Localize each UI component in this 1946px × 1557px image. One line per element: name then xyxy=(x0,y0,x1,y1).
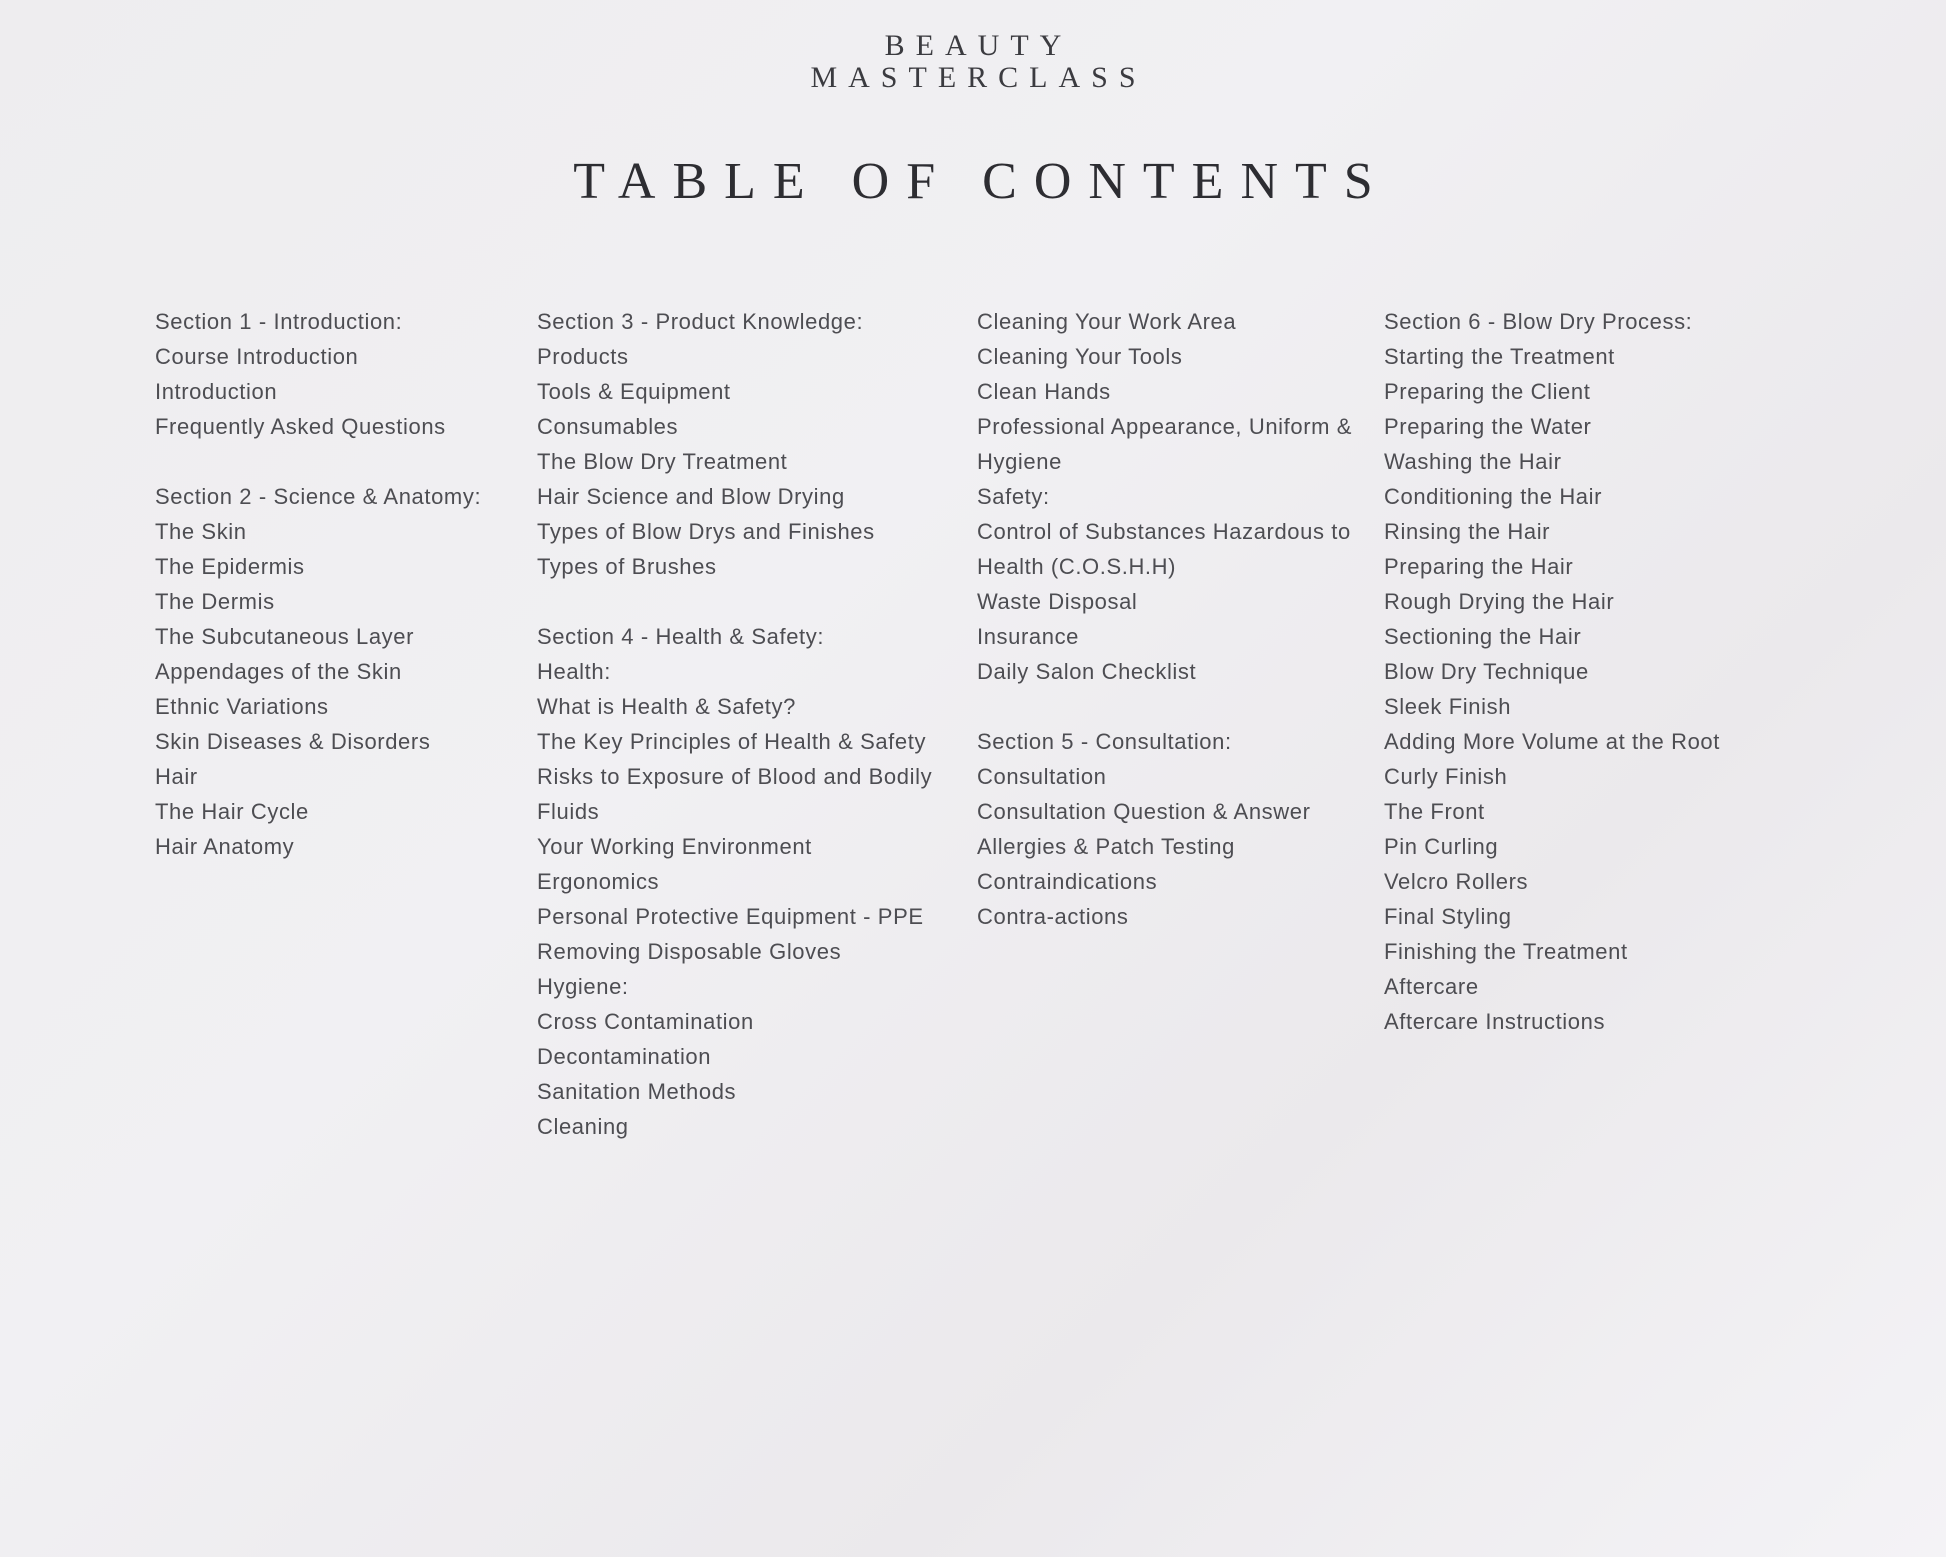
toc-entry: Starting the Treatment xyxy=(1384,344,1615,369)
toc-entry: The Epidermis xyxy=(155,554,305,579)
toc-entry: Contra-actions xyxy=(977,904,1129,929)
toc-entry: Professional Appearance, Uniform & xyxy=(977,414,1353,439)
brand-line-1: BEAUTY xyxy=(884,29,1073,62)
toc-column-1 xyxy=(155,304,481,864)
toc-entry: Health: xyxy=(537,659,611,684)
toc-entry: Daily Salon Checklist xyxy=(977,659,1197,684)
toc-entry: The Hair Cycle xyxy=(155,799,309,824)
toc-entry: Hair Science and Blow Drying xyxy=(537,484,845,509)
section-spacer xyxy=(155,444,481,479)
toc-column-3 xyxy=(977,304,1352,934)
toc-entry: Ergonomics xyxy=(537,869,660,894)
toc-entry: Products xyxy=(537,344,629,369)
section-spacer xyxy=(537,584,932,619)
toc-entry: The Front xyxy=(1384,799,1485,824)
section-heading: Section 6 - Blow Dry Process: xyxy=(1384,309,1693,334)
toc-entry: Adding More Volume at the Root xyxy=(1384,729,1720,754)
toc-entry: Conditioning the Hair xyxy=(1384,484,1603,509)
toc-entry: Aftercare Instructions xyxy=(1384,1009,1606,1034)
toc-entry: Allergies & Patch Testing xyxy=(977,834,1235,859)
toc-entry: Preparing the Hair xyxy=(1384,554,1574,579)
toc-entry: Waste Disposal xyxy=(977,589,1138,614)
brand-line-2: MASTERCLASS xyxy=(810,61,1147,94)
toc-entry: Hair Anatomy xyxy=(155,834,295,859)
toc-entry: Sectioning the Hair xyxy=(1384,624,1582,649)
toc-entry: The Subcutaneous Layer xyxy=(155,624,415,649)
toc-entry: Frequently Asked Questions xyxy=(155,414,446,439)
section-heading: Section 1 - Introduction: xyxy=(155,309,403,334)
toc-entry: Types of Brushes xyxy=(537,554,717,579)
toc-entry: Consultation Question & Answer xyxy=(977,799,1311,824)
section-heading: Section 4 - Health & Safety: xyxy=(537,624,825,649)
toc-entry: The Key Principles of Health & Safety xyxy=(537,729,927,754)
toc-entry: Risks to Exposure of Blood and Bodily xyxy=(537,764,933,789)
toc-entry: Ethnic Variations xyxy=(155,694,329,719)
toc-entry: Personal Protective Equipment - PPE xyxy=(537,904,924,929)
toc-entry: Tools & Equipment xyxy=(537,379,731,404)
toc-entry: Finishing the Treatment xyxy=(1384,939,1628,964)
toc-entry: The Dermis xyxy=(155,589,275,614)
toc-entry: What is Health & Safety? xyxy=(537,694,796,719)
toc-entry: Blow Dry Technique xyxy=(1384,659,1589,684)
toc-entry: Rinsing the Hair xyxy=(1384,519,1551,544)
section-heading: Section 3 - Product Knowledge: xyxy=(537,309,864,334)
page-title xyxy=(0,152,1946,212)
toc-entry: Removing Disposable Gloves xyxy=(537,939,842,964)
toc-entry: Rough Drying the Hair xyxy=(1384,589,1615,614)
toc-entry: Appendages of the Skin xyxy=(155,659,402,684)
toc-entry: Sanitation Methods xyxy=(537,1079,737,1104)
toc-entry: Final Styling xyxy=(1384,904,1512,929)
toc-entry: Velcro Rollers xyxy=(1384,869,1529,894)
toc-entry: Cleaning Your Tools xyxy=(977,344,1183,369)
brand-logo xyxy=(0,30,1946,94)
toc-column-4 xyxy=(1384,304,1720,1039)
toc-entry: Hair xyxy=(155,764,198,789)
toc-entry: Sleek Finish xyxy=(1384,694,1512,719)
toc-entry: Your Working Environment xyxy=(537,834,812,859)
toc-entry: Skin Diseases & Disorders xyxy=(155,729,431,754)
toc-column-2 xyxy=(537,304,932,1144)
toc-entry: Pin Curling xyxy=(1384,834,1499,859)
toc-entry: Cleaning Your Work Area xyxy=(977,309,1237,334)
toc-entry: Fluids xyxy=(537,799,600,824)
toc-entry: Insurance xyxy=(977,624,1080,649)
section-heading: Section 2 - Science & Anatomy: xyxy=(155,484,482,509)
toc-entry: Introduction xyxy=(155,379,278,404)
page-title-text: TABLE OF CONTENTS xyxy=(573,153,1390,210)
toc-entry: Cleaning xyxy=(537,1114,629,1139)
toc-entry: Safety: xyxy=(977,484,1050,509)
toc-entry: Cross Contamination xyxy=(537,1009,754,1034)
toc-entry: Curly Finish xyxy=(1384,764,1508,789)
toc-entry: Consultation xyxy=(977,764,1107,789)
toc-entry: Contraindications xyxy=(977,869,1158,894)
toc-entry: The Blow Dry Treatment xyxy=(537,449,788,474)
section-heading: Section 5 - Consultation: xyxy=(977,729,1232,754)
toc-entry: Types of Blow Drys and Finishes xyxy=(537,519,875,544)
toc-entry: Preparing the Client xyxy=(1384,379,1591,404)
toc-entry: Washing the Hair xyxy=(1384,449,1562,474)
toc-entry: Hygiene: xyxy=(537,974,629,999)
toc-entry: Control of Substances Hazardous to xyxy=(977,519,1351,544)
toc-entry: Hygiene xyxy=(977,449,1062,474)
toc-entry: Decontamination xyxy=(537,1044,712,1069)
toc-entry: Aftercare xyxy=(1384,974,1479,999)
section-spacer xyxy=(977,689,1352,724)
toc-entry: Preparing the Water xyxy=(1384,414,1592,439)
toc-entry: Clean Hands xyxy=(977,379,1111,404)
toc-entry: Health (C.O.S.H.H) xyxy=(977,554,1177,579)
toc-entry: Consumables xyxy=(537,414,679,439)
toc-entry: Course Introduction xyxy=(155,344,359,369)
toc-entry: The Skin xyxy=(155,519,247,544)
